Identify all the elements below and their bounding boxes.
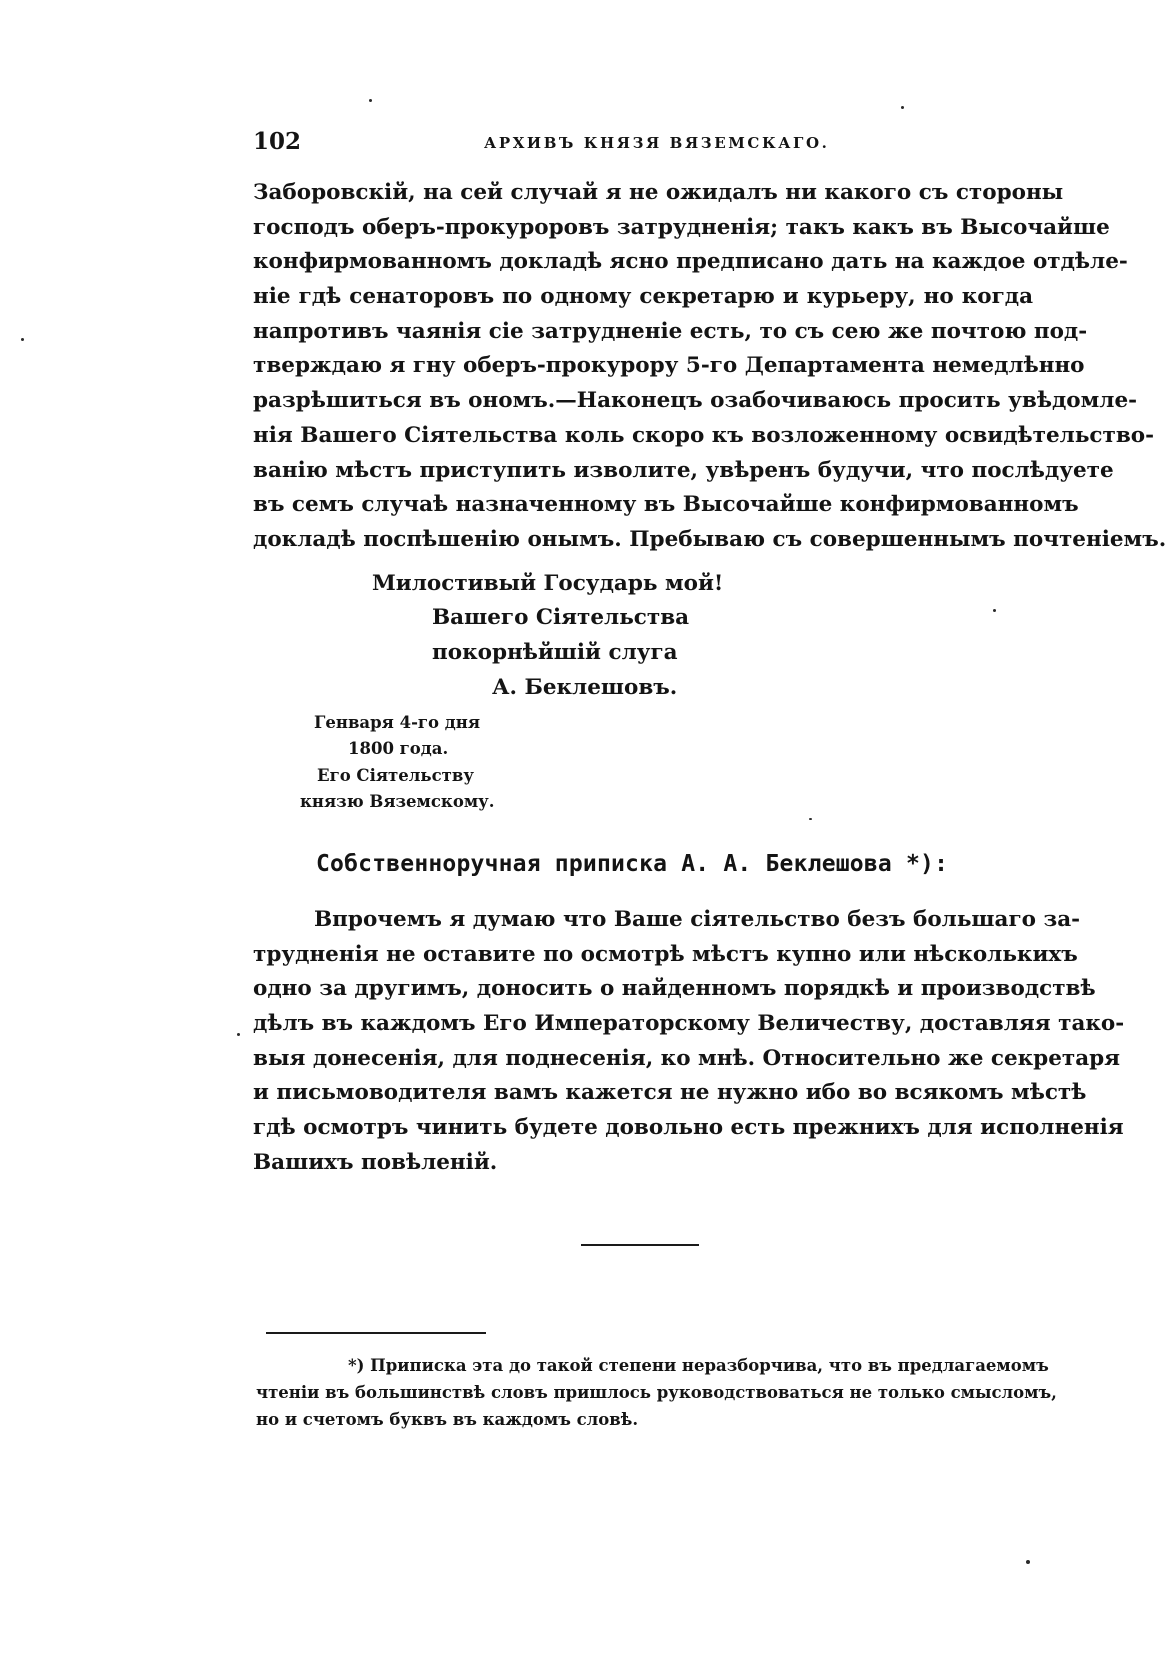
dateline-date: Генваря 4-го дня <box>314 713 481 732</box>
signature-salutation: Милостивый Государь мой! <box>372 571 724 596</box>
postscript-line: Вашихъ повѣленій. <box>253 1149 498 1175</box>
body-line: въ семъ случаѣ назначенному въ Высочайше конфирмованномъ <box>253 492 1079 518</box>
body-line: тверждаю я гну оберъ-прокурору 5-го Департамента немедлѣнно <box>253 353 1085 379</box>
footnote-line: но и счетомъ буквъ въ каждомъ словѣ. <box>256 1410 639 1429</box>
postscript-line: трудненія не оставите по осмотрѣ мѣстъ купно или нѣсколькихъ <box>253 941 1078 967</box>
body-line: нія Вашего Сіятельства коль скоро къ возложенному освидѣтельство- <box>253 422 1155 448</box>
body-line: докладѣ поспѣшенію онымъ. Пребываю съ совершеннымъ почтеніемъ. <box>253 526 1166 552</box>
page-number: 102 <box>253 128 302 155</box>
footnote <box>256 1352 1057 1433</box>
body-line: напротивъ чаянія сіе затрудненіе есть, то съ сею же почтою под- <box>253 318 1088 344</box>
running-title: АРХИВЪ КНЯЗЯ ВЯЗЕМСКАГО. <box>484 134 830 152</box>
scan-speck <box>369 99 372 102</box>
postscript-line: и письмоводителя вамъ кажется не нужно ибо во всякомъ мѣстѣ <box>253 1080 1087 1106</box>
body-line: господъ оберъ-прокуроровъ затрудненія; такъ какъ въ Высочайше <box>253 214 1110 240</box>
body-line: конфирмованномъ докладѣ ясно предписано дать на каждое отдѣле- <box>253 249 1128 275</box>
signature-name: А. Беклешовъ. <box>492 675 678 700</box>
scan-speck <box>993 609 996 612</box>
footnote-line: *) Приписка эта до такой степени неразборчива, что въ предлагаемомъ <box>348 1356 1049 1375</box>
scan-speck <box>237 1033 240 1036</box>
body-line: разрѣшиться въ ономъ.—Наконецъ озабочиваюсь просить увѣдомле- <box>253 388 1138 414</box>
body-line: ванію мѣстъ приступить изволите, увѣренъ будучи, что послѣдуете <box>253 457 1114 483</box>
scan-speck <box>809 818 812 820</box>
postscript-line: Впрочемъ я думаю что Ваше сіятельство безъ большаго за- <box>314 907 1081 932</box>
letter-body <box>253 176 1166 558</box>
dateline-addressee: князю Вяземскому. <box>300 792 495 811</box>
postscript-line: одно за другимъ, доносить о найденномъ порядкѣ и производствѣ <box>253 976 1096 1002</box>
signature-line: Вашего Сіятельства <box>432 605 690 630</box>
postscript-line: дѣлъ въ каждомъ Его Императорскому Величеству, доставляя тако- <box>253 1011 1125 1037</box>
postscript-line: гдѣ осмотръ чинить будете довольно есть прежнихъ для исполненія <box>253 1115 1124 1141</box>
scan-speck <box>901 106 904 109</box>
section-end-rule <box>581 1244 699 1246</box>
postscript-line: выя донесенія, для поднесенія, ко мнѣ. Относительно же секретаря <box>253 1045 1121 1071</box>
dateline-year: 1800 года. <box>348 739 449 758</box>
scan-speck <box>1026 1560 1030 1564</box>
scan-speck <box>21 338 24 341</box>
dateline-addressee: Его Сіятельству <box>317 766 474 785</box>
body-line: Заборовскій, на сей случай я не ожидалъ ни какого съ стороны <box>253 180 1064 205</box>
footnote-rule <box>266 1332 486 1334</box>
page-header <box>253 128 1033 164</box>
postscript-heading: Собственноручная приписка А. А. Беклешова *): <box>316 851 949 877</box>
body-line: ніе гдѣ сенаторовъ по одному секретарю и курьеру, но когда <box>253 284 1033 310</box>
postscript-body <box>253 903 1125 1181</box>
signature-line: покорнѣйшій слуга <box>432 640 678 665</box>
footnote-line: чтеніи въ большинствѣ словъ пришлось руководствоваться не только смысломъ, <box>256 1383 1057 1402</box>
